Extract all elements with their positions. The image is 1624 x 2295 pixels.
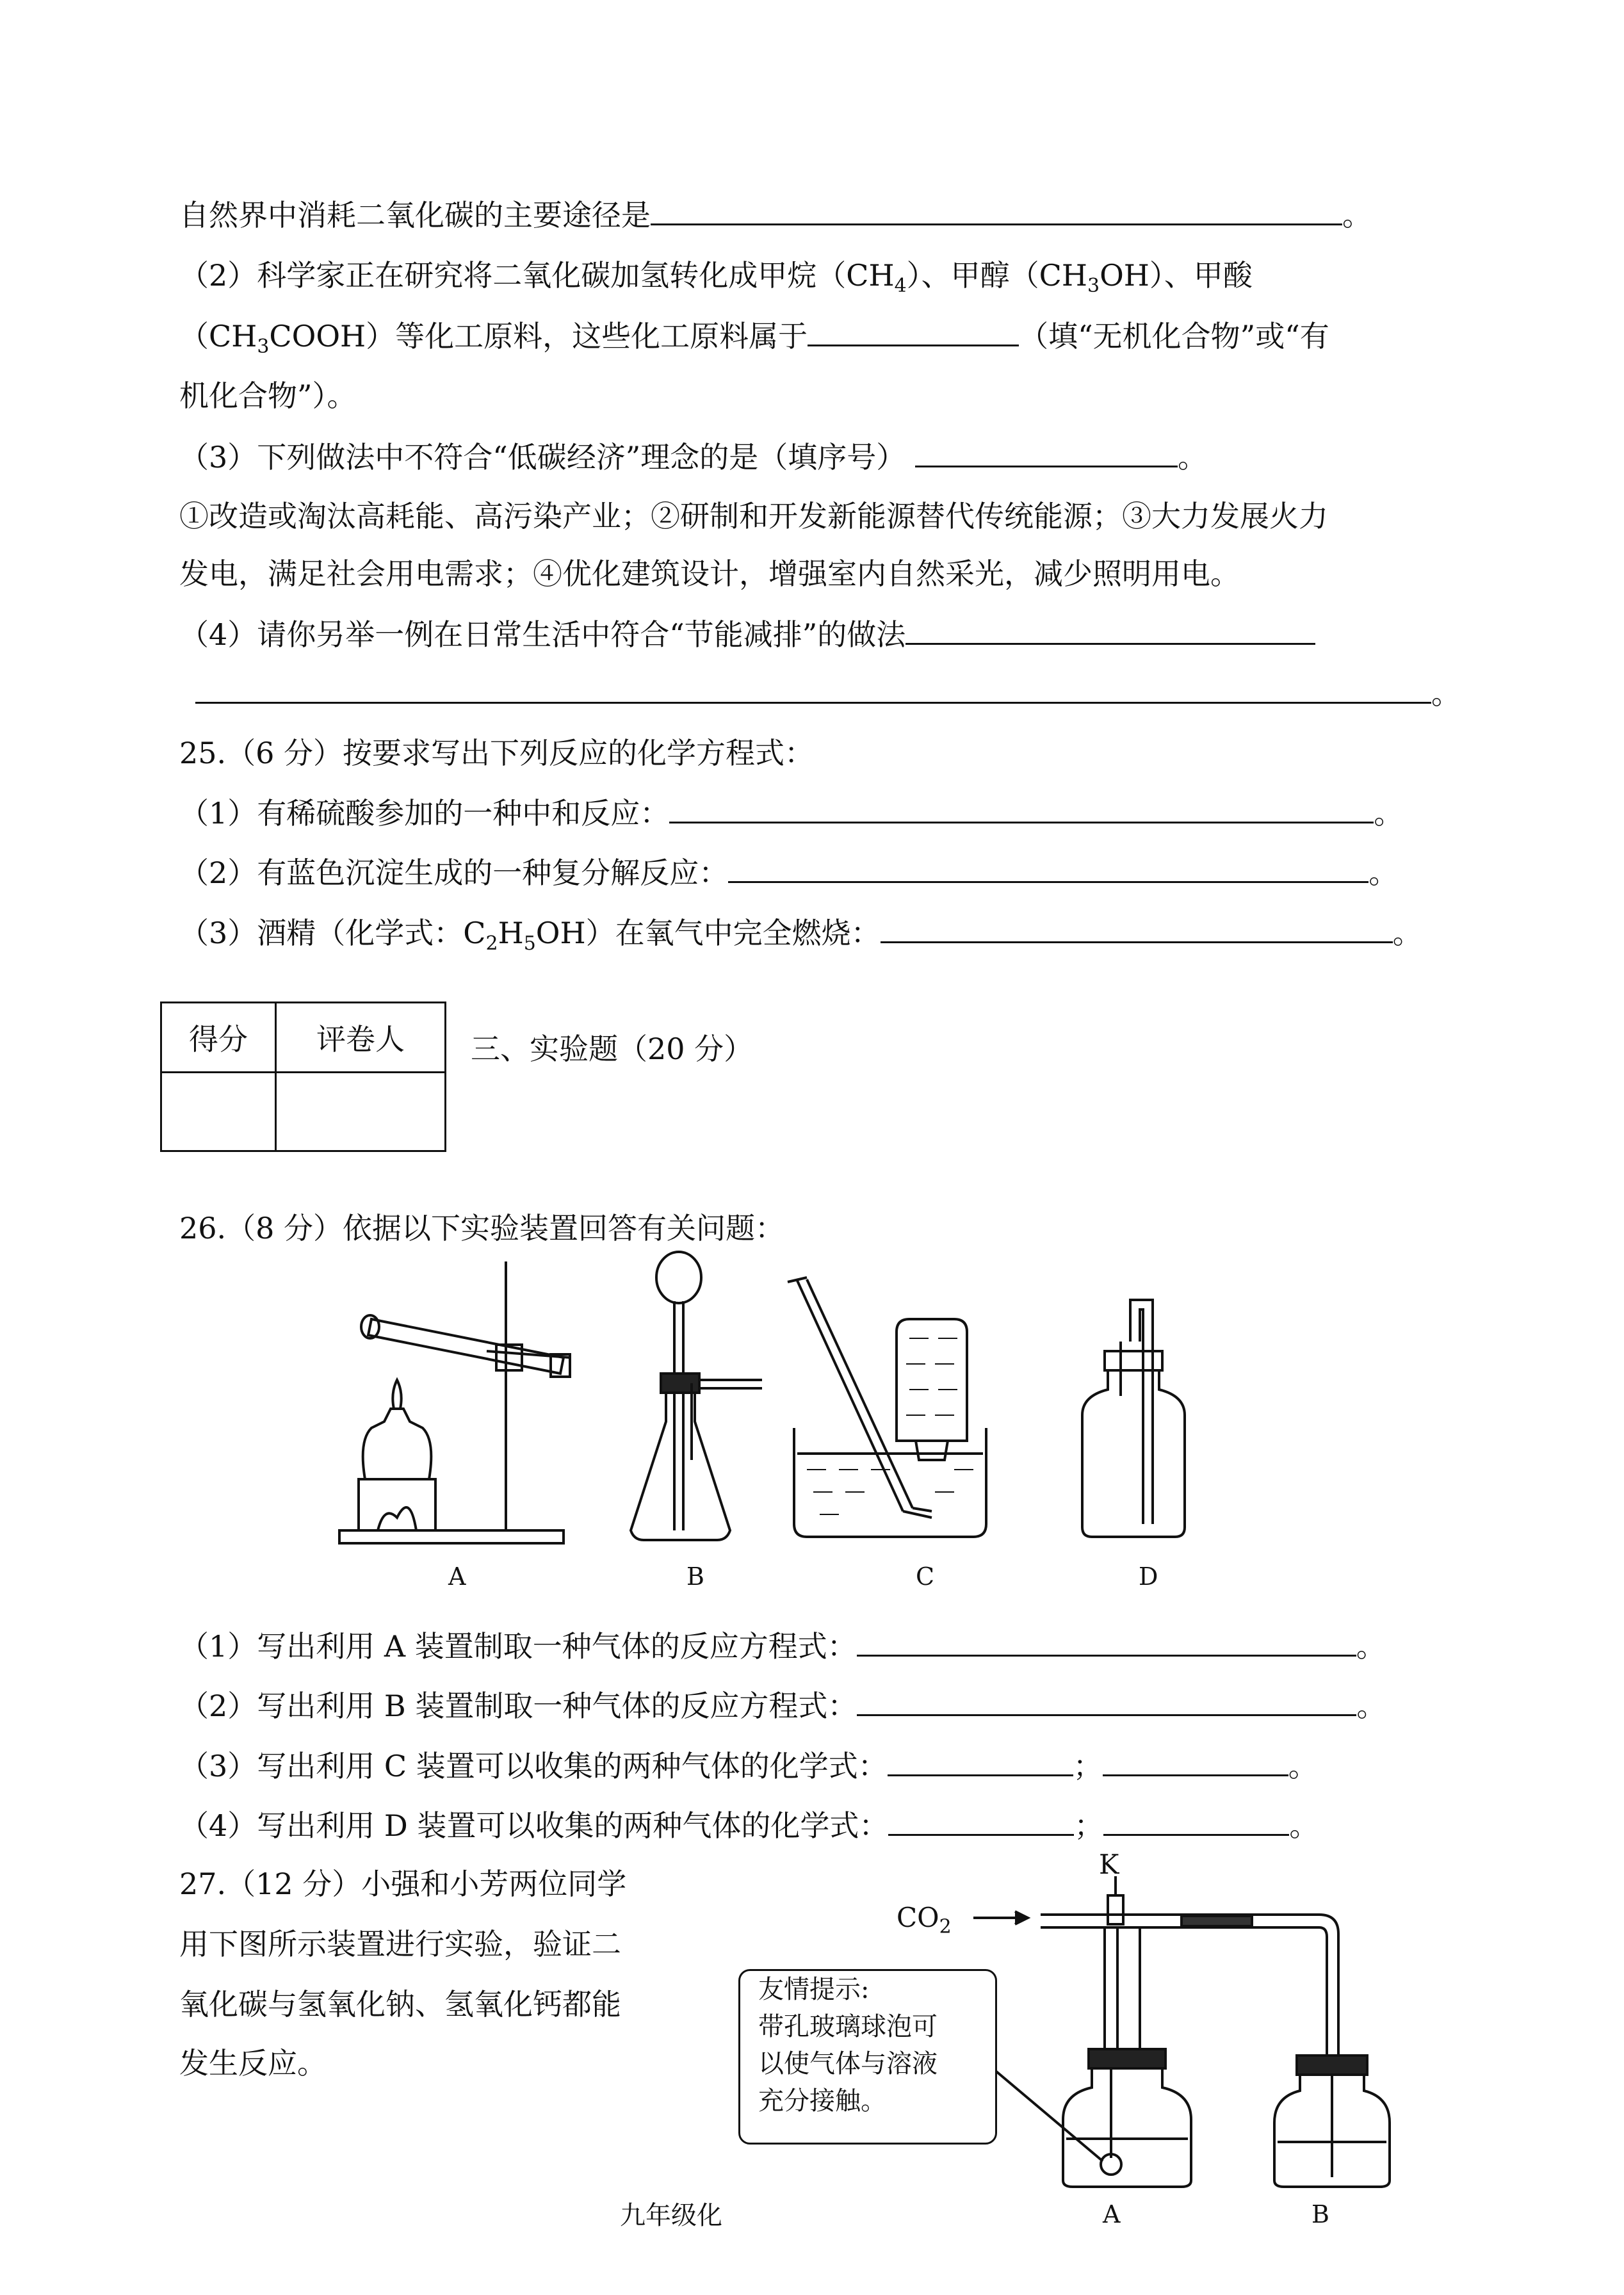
figure-label-a: A: [448, 1562, 466, 1591]
q26-p2: （2）写出利用 B 装置制取一种气体的反应方程式： 。: [179, 1686, 1386, 1725]
page-footer: 九年级化: [620, 2201, 722, 2230]
q24-p3-options1: ①改造或淘汰高耗能、高污染产业；②研制和开发新能源替代传统能源；③大力发展火力: [179, 499, 1328, 533]
answer-blank[interactable]: [905, 615, 1315, 645]
answer-blank[interactable]: [669, 793, 1374, 823]
q26-p4: （4）写出利用 D 装置可以收集的两种气体的化学式： ； 。: [179, 1806, 1319, 1845]
answer-blank[interactable]: [915, 437, 1178, 467]
q27-line3: 氧化碳与氢氧化钠、氢氧化钙都能: [179, 1987, 621, 2022]
apparatus-c: [788, 1277, 986, 1537]
q24-p3-options2: 发电，满足社会用电需求；④优化建筑设计，增强室内自然采光，减少照明用电。: [179, 556, 1240, 591]
grader-cell[interactable]: [276, 1073, 446, 1151]
q27-line1: 27.（12 分）小强和小芳两位同学: [179, 1867, 627, 1901]
answer-blank[interactable]: [857, 1686, 1356, 1716]
answer-blank[interactable]: [888, 1746, 1073, 1776]
lab-apparatus-figure: [320, 1249, 1217, 1569]
answer-blank[interactable]: [888, 1806, 1074, 1836]
q25-p1: （1）有稀硫酸参加的一种中和反应： 。: [179, 793, 1403, 832]
co2-label: $CO_2$: [897, 1902, 952, 1938]
q24-p2-line3: 机化合物”）。: [179, 378, 357, 413]
apparatus-b: [631, 1252, 762, 1540]
score-table: [160, 1002, 446, 1152]
q24-line1: 自然界中消耗二氧化碳的主要途径是 。: [179, 195, 1372, 234]
answer-blank[interactable]: [651, 195, 1342, 225]
bottle-label-b: B: [1311, 2200, 1329, 2228]
q25-title: 25.（6 分）按要求写出下列反应的化学方程式：: [179, 736, 815, 770]
answer-blank[interactable]: [857, 1626, 1356, 1657]
q25-p3: （3）酒精（化学式：$C_2H_5OH$）在氧气中完全燃烧： 。: [179, 913, 1422, 952]
figure-label-b: B: [686, 1562, 704, 1591]
figure-label-d: D: [1139, 1562, 1158, 1591]
q24-p4: （4）请你另举一例在日常生活中符合“节能减排”的做法: [179, 615, 1315, 654]
q24-p2-line2: $(CH_3COOH)$等化工原料，这些化工原料属于 （填“无机化合物”或“有: [179, 316, 1329, 355]
answer-blank[interactable]: [1103, 1746, 1288, 1776]
q24-p2-line1: （2）科学家正在研究将二氧化碳加氢转化成甲烷$(CH_4)$、甲醇$(CH_3OH)$、甲酸: [179, 258, 1253, 298]
score-header: 得分: [161, 1003, 276, 1073]
tip-line: 友情提示:: [758, 1975, 870, 2004]
apparatus-d: [1082, 1300, 1185, 1537]
apparatus-a: [339, 1261, 570, 1543]
liquid-hatching: [807, 1338, 973, 1514]
friendly-tip-box: [738, 1969, 997, 2145]
q24-p3: （3）下列做法中不符合“低碳经济”理念的是（填序号） 。: [179, 437, 1207, 476]
answer-blank[interactable]: [728, 853, 1368, 883]
q25-p2: （2）有蓝色沉淀生成的一种复分解反应： 。: [179, 853, 1398, 892]
q26-title: 26.（8 分）依据以下实验装置回答有关问题：: [179, 1211, 785, 1245]
q27-line2: 用下图所示装置进行实验，验证二: [179, 1927, 621, 1961]
answer-blank[interactable]: [195, 674, 1431, 704]
q26-p1: （1）写出利用 A 装置制取一种气体的反应方程式： 。: [179, 1626, 1386, 1666]
grader-header: 评卷人: [276, 1003, 446, 1073]
valve-label-k: K: [1099, 1849, 1119, 1880]
tip-line: 带孔玻璃球泡可: [758, 2012, 938, 2041]
bottle-label-a: A: [1103, 2200, 1121, 2228]
tip-line: 以使气体与溶液: [758, 2049, 938, 2079]
figure-label-c: C: [916, 1562, 935, 1591]
score-cell[interactable]: [161, 1073, 276, 1151]
answer-blank[interactable]: [881, 913, 1393, 943]
q26-p3: （3）写出利用 C 装置可以收集的两种气体的化学式： ； 。: [179, 1746, 1318, 1785]
tip-line: 充分接触。: [758, 2086, 886, 2116]
q27-line4: 发生反应。: [179, 2046, 327, 2080]
q24-p4-line2: 。: [195, 674, 1461, 713]
answer-blank[interactable]: [808, 316, 1019, 346]
answer-blank[interactable]: [1103, 1806, 1289, 1836]
section-title: 三、实验题（20 分）: [471, 1032, 754, 1066]
